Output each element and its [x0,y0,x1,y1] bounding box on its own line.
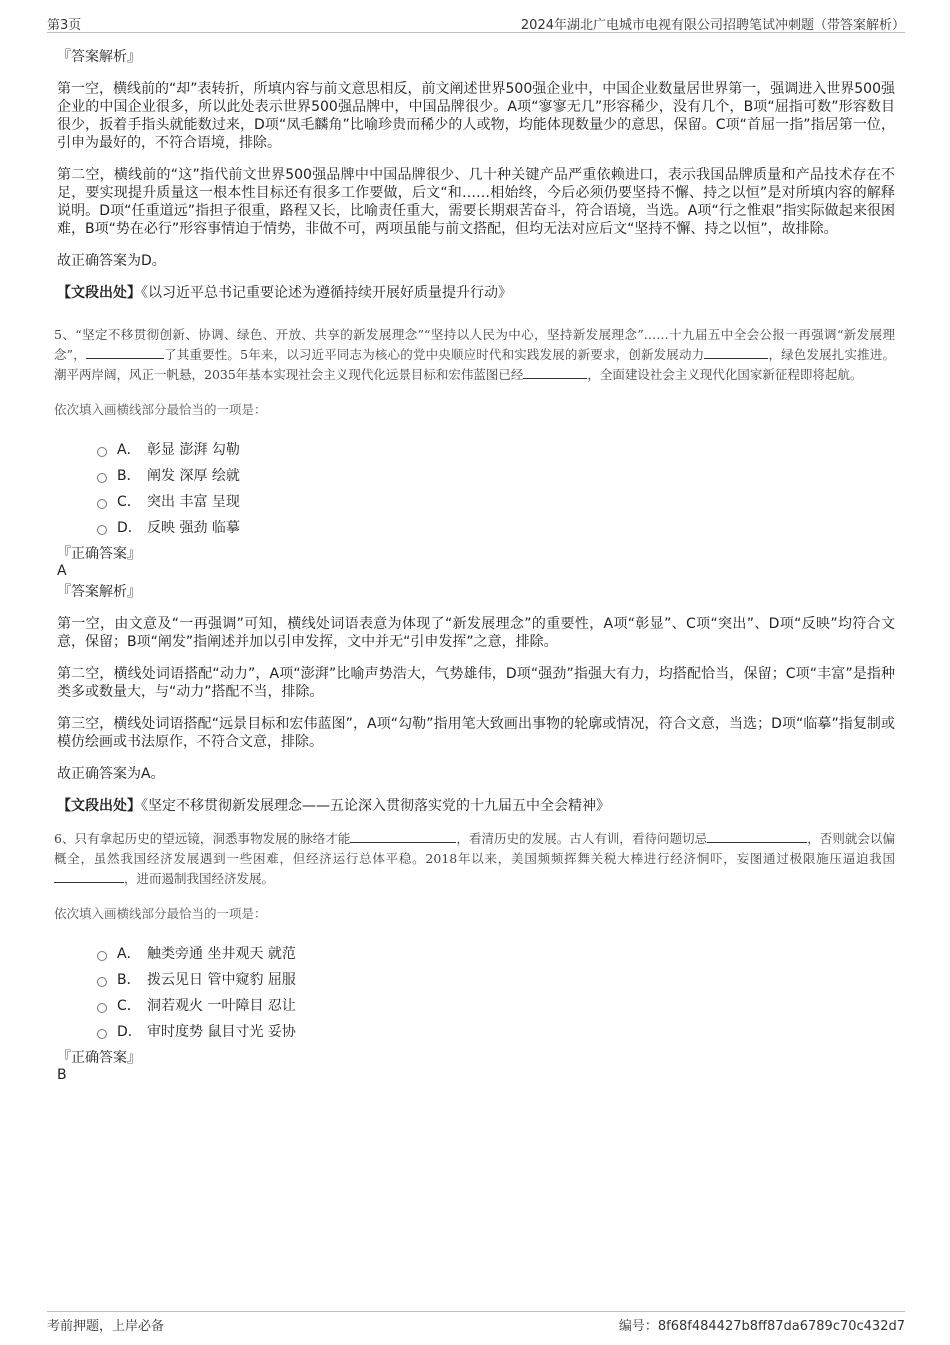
footer-note: 考前押题，上岸必备 [47,1319,165,1334]
option-text: 反映 强劲 临摹 [147,520,240,536]
option-a[interactable] [97,940,895,966]
option-letter: C． [117,494,141,510]
blank-3 [54,870,124,883]
page-number: 第3页 [47,18,82,33]
question-6-text [54,829,895,889]
analysis-paragraph: 第三空，横线处词语搭配“远景目标和宏伟蓝图”，A项“勾勒”指用笔大致画出事物的轮廓或情况，符合文意，当选；D项“临摹”指复制或模仿绘画或书法原作，不符合文意，排除。 [57,716,895,750]
radio-icon[interactable] [97,1029,107,1039]
question-6-options [97,940,895,1044]
correct-answer: B [57,1067,67,1083]
correct-answer-label: 『正确答案』 [57,546,141,562]
analysis-paragraph: 第二空，横线前的“这”指代前文世界500强品牌中中国品牌很少、几十种关键产品严重依赖进口，表示我国品牌质量和产品技术存在不足，要实现提升质量这一根本性目标还有很多工作要做，后文“和……相始终，今后必须仍要坚持不懈、持之以恒”是对所填内容的解释说明。D项“任重道远”指担子很重，路程又长，比喻责任重大，需要长期艰苦奋斗，符合语境，当选。A项“行之惟艰”指实际做起来很困难，B项“势在必行”形容事情迫于情势，非做不可，两项虽能与前文搭配，但均无法对应后文“坚持不懈、持之以恒”，故排除。 [57,167,895,237]
blank-1 [86,346,164,359]
radio-icon[interactable] [97,977,107,987]
correct-answer: A [57,563,67,579]
conclusion: 故正确答案为D。 [57,253,166,269]
question-text: ，否则就会以偏概全，虽然我国经济发展遇到一些困难，但经济运行总体平稳。2018年以来，美国频频挥舞关税大棒进行经济恫吓，妄图通过极限施压逼迫我国 [54,831,895,866]
answer-analysis-label: 『答案解析』 [57,49,141,65]
radio-icon[interactable] [97,473,107,483]
option-letter: D． [117,1024,142,1040]
option-letter: C． [117,998,141,1014]
option-text: 洞若观火 一叶障目 忍让 [147,998,296,1014]
page-footer [47,1311,905,1334]
question-text: ，看清历史的发展。古人有训，看待问题切忌 [456,831,708,846]
blank-2 [704,346,768,359]
code-label: 编号： [618,1319,658,1334]
option-text: 审时度势 鼠目寸光 妥协 [147,1024,296,1040]
text-source [57,797,895,815]
option-letter: D． [117,520,142,536]
analysis-paragraph: 第一空，由文意及“一再强调”可知，横线处词语表意为体现了“新发展理念”的重要性，A项“彰显”、C项“突出”、D项“反映”均符合文意，保留；B项“阐发”指阐述并加以引申发挥，文中并无“引申发挥”之意，排除。 [57,616,895,650]
option-text: 突出 丰富 呈现 [147,494,240,510]
text-source [57,284,895,302]
option-letter: B． [117,972,141,988]
conclusion: 故正确答案为A。 [57,766,165,782]
option-letter: A． [117,946,141,962]
radio-icon[interactable] [97,1003,107,1013]
option-text: 拨云见日 管中窥豹 屈服 [147,972,296,988]
question-text: 6、只有拿起历史的望远镜，洞悉事物发展的脉络才能 [54,831,351,846]
answer-analysis-label: 『答案解析』 [57,584,141,600]
option-letter: A． [117,442,141,458]
radio-icon[interactable] [97,447,107,457]
option-c[interactable] [97,488,895,514]
option-b[interactable] [97,462,895,488]
blank-2 [707,830,807,843]
correct-answer-label: 『正确答案』 [57,1050,141,1066]
option-c[interactable] [97,992,895,1018]
option-text: 触类旁通 坐井观天 就范 [147,946,296,962]
question-prompt: 依次填入画横线部分最恰当的一项是： [54,402,267,417]
question-text: 了其重要性。5年来，以习近平同志为核心的党中央顺应时代和实践发展的新要求，创新发展动力 [163,347,705,362]
document-code [619,1315,905,1334]
analysis-paragraph: 第二空，横线处词语搭配“动力”，A项“澎湃”比喻声势浩大，气势雄伟，D项“强劲”指强大有力，均搭配恰当，保留；C项“丰富”是指种类多或数量大，与“动力”搭配不当，排除。 [57,666,895,700]
question-text: ，绿色发展扎实推进。潮平两岸阔，风正一帆悬，2035年基本实现社会主义现代化远景目标和宏伟蓝图已经 [54,347,895,382]
question-text: 5、“坚定不移贯彻创新、协调、绿色、开放、共享的新发展理念”“坚持以人民为中心，坚持新发展理念”……十九届五中全会公报一再强调“新发展理念”， [54,327,895,362]
source-label: 【文段出处】 [57,285,141,301]
page-content [54,48,895,1083]
radio-icon[interactable] [97,499,107,509]
question-text: ，进而遏制我国经济发展。 [124,871,275,886]
document-title: 2024年湖北广电城市电视有限公司招聘笔试冲刺题（带答案解析） [520,18,905,33]
blank-3 [523,366,587,379]
option-d[interactable] [97,514,895,540]
source-title: 《以习近平总书记重要论述为遵循持续开展好质量提升行动》 [141,285,512,301]
page-header [47,10,905,33]
question-text: ，全面建设社会主义现代化国家新征程即将起航。 [587,367,863,382]
blank-1 [350,830,456,843]
question-prompt: 依次填入画横线部分最恰当的一项是： [54,906,267,921]
option-b[interactable] [97,966,895,992]
question-5-options [97,436,895,540]
code-value: 8f68f484427b8ff87da6789c70c432d7 [657,1319,905,1334]
option-d[interactable] [97,1018,895,1044]
option-a[interactable] [97,436,895,462]
option-text: 彰显 澎湃 勾勒 [147,442,240,458]
radio-icon[interactable] [97,951,107,961]
radio-icon[interactable] [97,525,107,535]
option-text: 阐发 深厚 绘就 [147,468,240,484]
source-title: 《坚定不移贯彻新发展理念——五论深入贯彻落实党的十九届五中全会精神》 [141,798,610,814]
analysis-paragraph: 第一空，横线前的“却”表转折，所填内容与前文意思相反，前文阐述世界500强企业中，中国企业数量居世界第一，强调进入世界500强企业的中国企业很多，所以此处表示世界500强品牌中，中国品牌很少。A项“寥寥无几”形容稀少，没有几个，B项“屈指可数”形容数目很少，扳着手指头就能数过来，D项“凤毛麟角”比喻珍贵而稀少的人或物，均能体现数量少的意思，保留。C项“首屈一指”指居第一位，引申为最好的，不符合语境，排除。 [57,81,895,151]
source-label: 【文段出处】 [57,798,141,814]
question-5-text [54,325,895,385]
option-letter: B． [117,468,141,484]
